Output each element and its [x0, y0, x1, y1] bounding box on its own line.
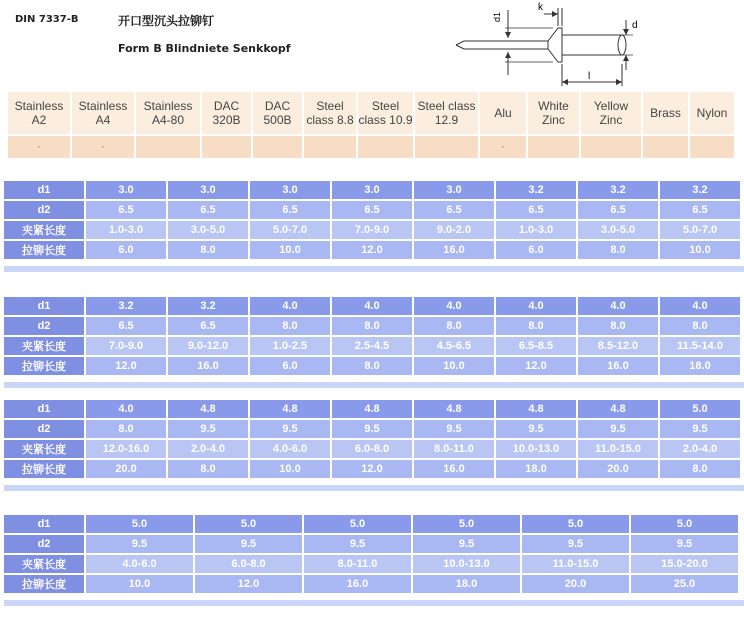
spec-cell: 9.5: [578, 420, 658, 438]
spec-cell: 4.0: [86, 400, 166, 418]
spec-cell: 25.0: [631, 575, 738, 593]
spec-cell: 18.0: [496, 460, 576, 478]
spec-cell: 9.5: [660, 420, 740, 438]
spec-cell: 5.0: [631, 515, 738, 533]
rivet-length-row: [4, 357, 740, 375]
spec-cell: 9.5: [195, 535, 302, 553]
spec-cell: 1.0-2.5: [250, 337, 330, 355]
spec-cell: 9.5: [86, 535, 193, 553]
material-mark: [415, 136, 478, 158]
d2-row: [4, 201, 740, 219]
spec-cell: 7.0-9.0: [86, 337, 166, 355]
d1-row: [4, 515, 738, 533]
row-label: 拉铆长度: [4, 460, 84, 478]
spec-cell: 3.0-5.0: [578, 221, 658, 239]
spec-cell: 20.0: [86, 460, 166, 478]
row-label: d2: [4, 535, 84, 553]
spec-cell: 3.0: [168, 181, 248, 199]
material-name: Alu: [480, 92, 526, 134]
spec-cell: 12.0: [195, 575, 302, 593]
materials-table: [6, 90, 736, 160]
spec-cell: 2.5-4.5: [332, 337, 412, 355]
material-mark: [136, 136, 200, 158]
spec-cell: 8.0: [660, 460, 740, 478]
spec-cell: 4.8: [250, 400, 330, 418]
material-name: Stainless A4-80: [136, 92, 200, 134]
spec-cell: 4.0: [332, 297, 412, 315]
row-label: d1: [4, 515, 84, 533]
spec-cell: 6.5: [168, 317, 248, 335]
spec-cell: 6.5: [332, 201, 412, 219]
material-mark: [581, 136, 641, 158]
row-label: d2: [4, 317, 84, 335]
spec-cell: 9.5: [631, 535, 738, 553]
spec-cell: 8.0: [332, 357, 412, 375]
rivet-length-row: [4, 241, 740, 259]
spec-cell: 8.0: [414, 317, 494, 335]
material-mark: ·: [480, 136, 526, 158]
material-mark: [690, 136, 734, 158]
grip-length-row: [4, 221, 740, 239]
spec-cell: 10.0: [250, 241, 330, 259]
spec-cell: 12.0: [332, 460, 412, 478]
spec-cell: 8.0: [578, 317, 658, 335]
d1-row: [4, 297, 740, 315]
spec-cell: 8.5-12.0: [578, 337, 658, 355]
diagram-label-l: l: [588, 71, 591, 82]
spec-cell: 5.0-7.0: [660, 221, 740, 239]
d2-row: [4, 535, 738, 553]
d1-row: [4, 181, 740, 199]
spec-cell: 16.0: [168, 357, 248, 375]
diagram-label-k: k: [538, 2, 543, 13]
spec-table: [2, 179, 742, 261]
material-mark: [528, 136, 579, 158]
material-name: Stainless A4: [72, 92, 134, 134]
row-label: 夹紧长度: [4, 337, 84, 355]
spec-cell: 18.0: [413, 575, 520, 593]
spec-cell: 4.8: [496, 400, 576, 418]
spec-cell: 4.8: [578, 400, 658, 418]
row-label: 拉铆长度: [4, 241, 84, 259]
spec-cell: 9.5: [304, 535, 411, 553]
spec-cell: 10.0: [250, 460, 330, 478]
spec-cell: 6.5: [250, 201, 330, 219]
spec-cell: 1.0-3.0: [86, 221, 166, 239]
row-label: 拉铆长度: [4, 575, 84, 593]
rivet-diagram: [448, 0, 648, 88]
spec-cell: 9.0-12.0: [168, 337, 248, 355]
table-separator: [4, 382, 744, 388]
row-label: d2: [4, 201, 84, 219]
row-label: 夹紧长度: [4, 221, 84, 239]
spec-cell: 16.0: [304, 575, 411, 593]
material-mark: ·: [72, 136, 134, 158]
material-name: Nylon: [690, 92, 734, 134]
spec-cell: 2.0-4.0: [660, 440, 740, 458]
spec-cell: 8.0: [168, 241, 248, 259]
spec-cell: 6.0-8.0: [195, 555, 302, 573]
material-name: DAC 500B: [253, 92, 302, 134]
material-name: Stainless A2: [8, 92, 70, 134]
material-mark: ·: [8, 136, 70, 158]
spec-cell: 3.2: [578, 181, 658, 199]
spec-cell: 3.0: [86, 181, 166, 199]
spec-cell: 9.5: [332, 420, 412, 438]
spec-cell: 3.0: [332, 181, 412, 199]
spec-cell: 9.0-2.0: [414, 221, 494, 239]
row-label: d1: [4, 400, 84, 418]
spec-cell: 8.0: [660, 317, 740, 335]
grip-length-row: [4, 337, 740, 355]
material-name: DAC 320B: [202, 92, 251, 134]
material-name: White Zinc: [528, 92, 579, 134]
spec-cell: 10.0: [86, 575, 193, 593]
spec-cell: 16.0: [414, 460, 494, 478]
header-code: DIN 7337-B: [15, 14, 79, 25]
spec-cell: 3.0: [250, 181, 330, 199]
spec-cell: 5.0: [86, 515, 193, 533]
spec-cell: 5.0: [304, 515, 411, 533]
table-separator: [4, 266, 744, 272]
material-mark: [643, 136, 688, 158]
spec-cell: 7.0-9.0: [332, 221, 412, 239]
spec-cell: 5.0: [522, 515, 629, 533]
table-separator: [4, 485, 744, 491]
header-title-de: Form B Blindniete Senkkopf: [118, 42, 291, 55]
spec-cell: 6.5: [168, 201, 248, 219]
spec-cell: 3.2: [496, 181, 576, 199]
spec-cell: 3.2: [168, 297, 248, 315]
table-separator: [4, 600, 744, 606]
spec-cell: 4.8: [414, 400, 494, 418]
spec-cell: 10.0-13.0: [496, 440, 576, 458]
spec-cell: 12.0-16.0: [86, 440, 166, 458]
spec-cell: 6.5: [86, 317, 166, 335]
material-mark: [202, 136, 251, 158]
spec-cell: 9.5: [413, 535, 520, 553]
spec-cell: 12.0: [332, 241, 412, 259]
spec-cell: 6.0: [250, 357, 330, 375]
spec-cell: 6.0-8.0: [332, 440, 412, 458]
spec-cell: 8.0: [578, 241, 658, 259]
rivet-length-row: [4, 460, 740, 478]
material-name: Steel class 8.8: [304, 92, 356, 134]
spec-cell: 6.5: [86, 201, 166, 219]
spec-cell: 8.0: [86, 420, 166, 438]
spec-cell: 10.0: [660, 241, 740, 259]
diagram-label-d1: d1: [492, 11, 502, 22]
spec-cell: 11.0-15.0: [522, 555, 629, 573]
row-label: d1: [4, 297, 84, 315]
spec-cell: 15.0-20.0: [631, 555, 738, 573]
header-title-cn: 开口型沉头拉铆钉: [118, 14, 215, 28]
spec-cell: 3.2: [660, 181, 740, 199]
grip-length-row: [4, 440, 740, 458]
spec-cell: 4.8: [332, 400, 412, 418]
spec-cell: 4.0-6.0: [250, 440, 330, 458]
material-mark: [253, 136, 302, 158]
spec-cell: 20.0: [522, 575, 629, 593]
diagram-label-d: d: [632, 20, 638, 31]
spec-cell: 4.0-6.0: [86, 555, 193, 573]
spec-cell: 12.0: [86, 357, 166, 375]
spec-cell: 8.0-11.0: [414, 440, 494, 458]
spec-cell: 2.0-4.0: [168, 440, 248, 458]
spec-cell: 4.0: [414, 297, 494, 315]
spec-cell: 6.5: [496, 201, 576, 219]
spec-cell: 12.0: [496, 357, 576, 375]
spec-cell: 11.0-15.0: [578, 440, 658, 458]
row-label: 夹紧长度: [4, 555, 84, 573]
spec-cell: 3.0: [414, 181, 494, 199]
spec-cell: 16.0: [578, 357, 658, 375]
row-label: 夹紧长度: [4, 440, 84, 458]
spec-cell: 3.0-5.0: [168, 221, 248, 239]
spec-cell: 18.0: [660, 357, 740, 375]
d2-row: [4, 317, 740, 335]
spec-cell: 11.5-14.0: [660, 337, 740, 355]
spec-cell: 16.0: [414, 241, 494, 259]
spec-cell: 9.5: [522, 535, 629, 553]
spec-cell: 5.0: [660, 400, 740, 418]
spec-cell: 3.2: [86, 297, 166, 315]
material-name: Steel class 12.9: [415, 92, 478, 134]
spec-table: [2, 513, 740, 595]
spec-cell: 4.0: [660, 297, 740, 315]
spec-cell: 8.0: [332, 317, 412, 335]
spec-cell: 8.0: [250, 317, 330, 335]
spec-cell: 6.0: [496, 241, 576, 259]
spec-cell: 10.0: [414, 357, 494, 375]
spec-cell: 6.5: [414, 201, 494, 219]
spec-cell: 6.0: [86, 241, 166, 259]
spec-cell: 6.5-8.5: [496, 337, 576, 355]
spec-cell: 6.5: [578, 201, 658, 219]
spec-table: [2, 398, 742, 480]
grip-length-row: [4, 555, 738, 573]
spec-cell: 9.5: [168, 420, 248, 438]
spec-cell: 9.5: [250, 420, 330, 438]
spec-cell: 1.0-3.0: [496, 221, 576, 239]
spec-cell: 4.0: [578, 297, 658, 315]
spec-cell: 20.0: [578, 460, 658, 478]
spec-cell: 5.0: [195, 515, 302, 533]
row-label: d1: [4, 181, 84, 199]
spec-cell: 4.8: [168, 400, 248, 418]
material-name: Steel class 10.9: [358, 92, 413, 134]
spec-cell: 4.5-6.5: [414, 337, 494, 355]
row-label: 拉铆长度: [4, 357, 84, 375]
spec-cell: 8.0-11.0: [304, 555, 411, 573]
spec-cell: 8.0: [496, 317, 576, 335]
spec-table: [2, 295, 742, 377]
spec-cell: 5.0-7.0: [250, 221, 330, 239]
material-mark: [304, 136, 356, 158]
spec-cell: 9.5: [414, 420, 494, 438]
spec-cell: 5.0: [413, 515, 520, 533]
spec-cell: 9.5: [496, 420, 576, 438]
spec-cell: 4.0: [250, 297, 330, 315]
spec-cell: 10.0-13.0: [413, 555, 520, 573]
material-name: Brass: [643, 92, 688, 134]
material-mark: [358, 136, 413, 158]
d1-row: [4, 400, 740, 418]
row-label: d2: [4, 420, 84, 438]
spec-cell: 6.5: [660, 201, 740, 219]
spec-cell: 4.0: [496, 297, 576, 315]
d2-row: [4, 420, 740, 438]
material-name: Yellow Zinc: [581, 92, 641, 134]
spec-cell: 8.0: [168, 460, 248, 478]
rivet-length-row: [4, 575, 738, 593]
